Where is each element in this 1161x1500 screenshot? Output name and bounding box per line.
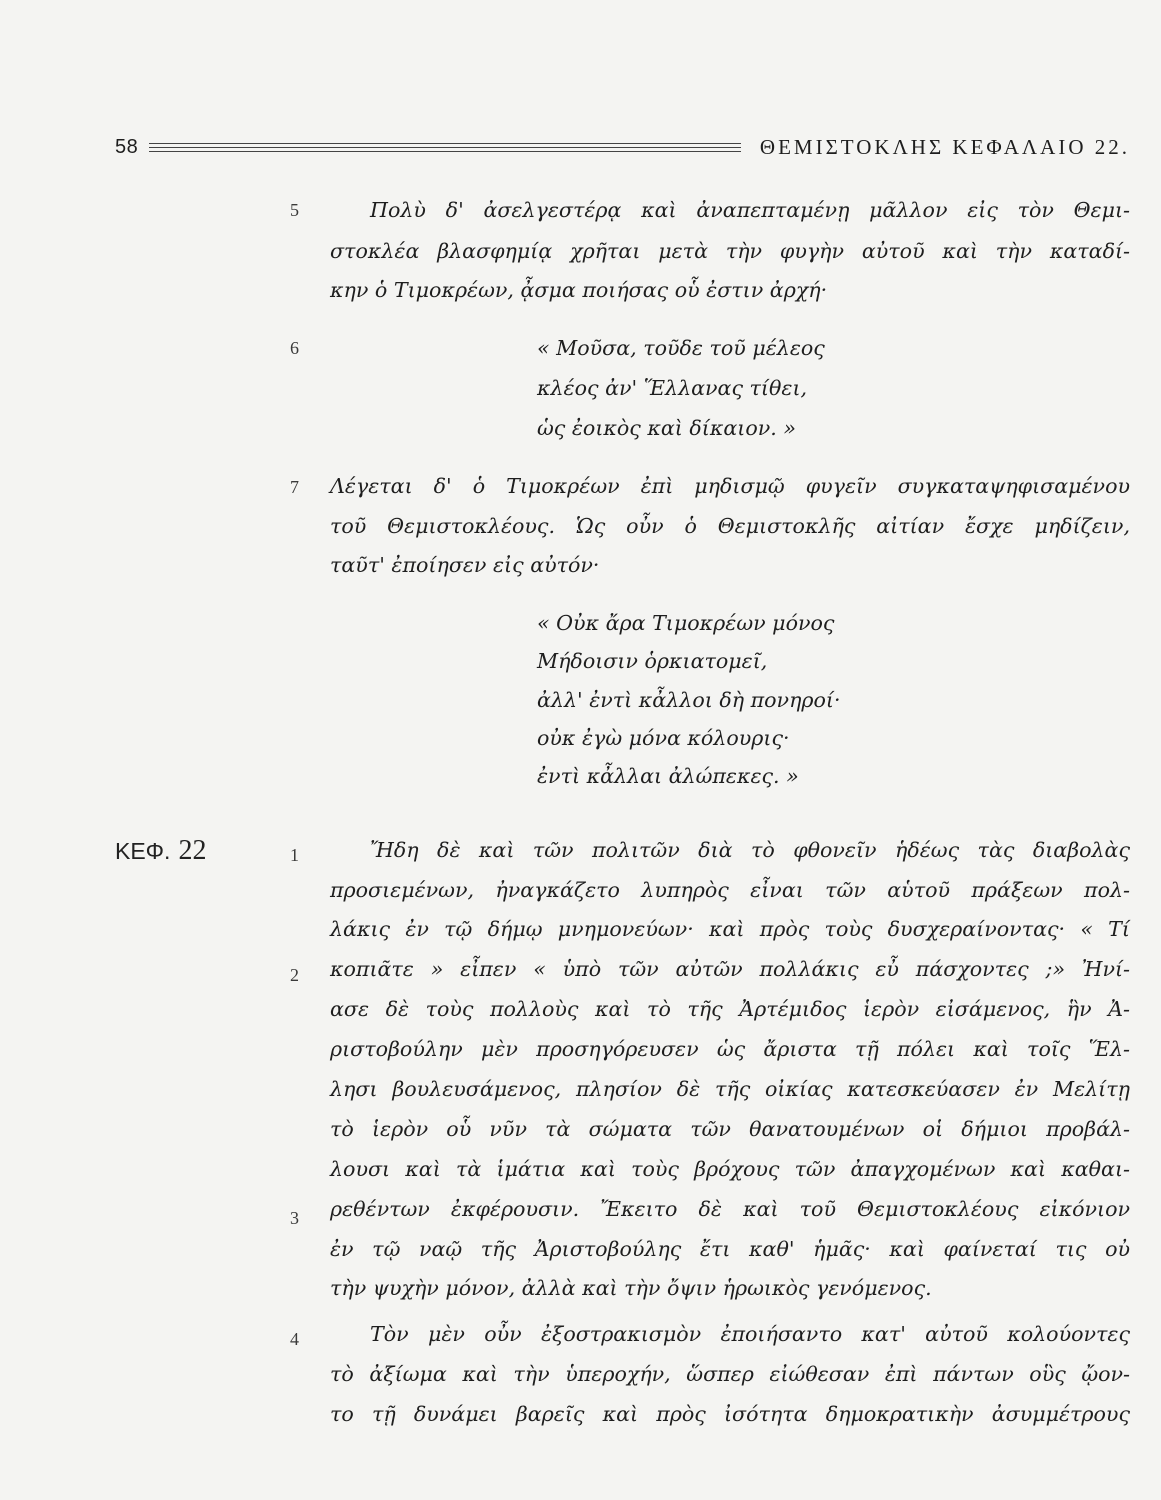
chapter-label: ΚΕΦ.: [115, 838, 171, 864]
verse-line: οὐκ ἐγὼ μόνα κόλουρις·: [537, 726, 790, 750]
section-number: 4: [290, 1329, 299, 1349]
header-rule: [149, 143, 741, 144]
text-line: ρεθέντων ἐκφέρουσιν. Ἔκειτο δὲ καὶ τοῦ Θεμιστοκλέους εἰκόνιον: [330, 1197, 1130, 1221]
text-line: ασε δὲ τοὺς πολλοὺς καὶ τὸ τῆς Ἀρτέμιδος ἱερὸν εἰσάμενος, ἣν Ἀ-: [330, 997, 1130, 1021]
verse-line: ὡς ἐοικὸς καὶ δίκαιον. »: [537, 416, 796, 440]
text-line: λησι βουλευσάμενος, πλησίον δὲ τῆς οἰκίας κατεσκεύασεν ἐν Μελίτῃ: [330, 1077, 1130, 1101]
header-rule: [149, 151, 741, 152]
chapter-marker: [115, 836, 206, 866]
text-line: τὸ ἀξίωμα καὶ τὴν ὑπεροχήν, ὥσπερ εἰώθεσαν ἐπὶ πάντων οὓς ᾤον-: [330, 1362, 1130, 1386]
verse-line: ἐντὶ κἆλλαι ἀλώπεκες. »: [537, 764, 799, 788]
text-line: Πολὺ δ' ἀσελγεστέρᾳ καὶ ἀναπεπταμένῃ μᾶλλον εἰς τὸν Θεμι-: [370, 198, 1130, 222]
text-line: το τῇ δυνάμει βαρεῖς καὶ πρὸς ἰσότητα δημοκρατικὴν ἀσυμμέτρους: [330, 1402, 1130, 1426]
running-title: ΘΕΜΙΣΤΟΚΛΗΣ ΚΕΦΑΛΑΙΟ 22.: [759, 135, 1130, 159]
text-line: Τὸν μὲν οὖν ἐξοστρακισμὸν ἐποιήσαντο κατ' αὐτοῦ κολούοντες: [370, 1322, 1130, 1346]
section-number: 1: [290, 845, 299, 865]
text-line: τὴν ψυχὴν μόνον, ἀλλὰ καὶ τὴν ὄψιν ἡρωικὸς γενόμενος.: [330, 1276, 932, 1300]
verse-line: ἀλλ' ἐντὶ κἆλλοι δὴ πονηροί·: [537, 688, 841, 712]
running-header: [115, 134, 1130, 164]
text-line: τοῦ Θεμιστοκλέους. Ὡς οὖν ὁ Θεμιστοκλῆς αἰτίαν ἔσχε μηδίζειν,: [330, 514, 1130, 538]
text-line: ταῦτ' ἐποίησεν εἰς αὐτόν·: [330, 553, 600, 577]
chapter-number: 22: [178, 835, 207, 866]
text-line: κοπιᾶτε » εἶπεν « ὑπὸ τῶν αὐτῶν πολλάκις εὖ πάσχοντες ;» Ἠνί-: [330, 957, 1130, 981]
text-line: ἐν τῷ ναῷ τῆς Ἀριστοβούλης ἔτι καθ' ἡμᾶς· καὶ φαίνεταί τις οὐ: [330, 1237, 1130, 1261]
text-line: κην ὁ Τιμοκρέων, ᾆσμα ποιήσας οὗ ἐστιν ἀρχή·: [330, 278, 828, 302]
text-line: Λέγεται δ' ὁ Τιμοκρέων ἐπὶ μηδισμῷ φυγεῖν συγκαταψηφισαμένου: [330, 474, 1130, 498]
text-line: Ἤδη δὲ καὶ τῶν πολιτῶν διὰ τὸ φθονεῖν ἡδέως τὰς διαβολὰς: [370, 838, 1130, 862]
verse-line: « Μοῦσα, τοῦδε τοῦ μέλεος: [537, 336, 825, 360]
text-line: ριστοβούλην μὲν προσηγόρευσεν ὡς ἄριστα τῇ πόλει καὶ τοῖς Ἕλ-: [330, 1037, 1130, 1061]
section-number: 5: [290, 200, 299, 220]
text-line: λάκις ἐν τῷ δήμῳ μνημονεύων· καὶ πρὸς τοὺς δυσχεραίνοντας· « Τί: [330, 917, 1130, 941]
verse-line: κλέος ἀν' Ἕλλανας τίθει,: [537, 376, 808, 400]
section-number: 2: [290, 965, 299, 985]
verse-line: « Οὐκ ἄρα Τιμοκρέων μόνος: [537, 611, 835, 635]
section-number: 3: [290, 1208, 299, 1228]
section-number: 7: [290, 477, 299, 497]
text-line: στοκλέα βλασφημίᾳ χρῆται μετὰ τὴν φυγὴν αὐτοῦ καὶ τὴν καταδί-: [330, 239, 1130, 263]
header-rule: [149, 147, 741, 148]
verse-line: Μήδοισιν ὁρκιατομεῖ,: [537, 649, 768, 673]
text-line: λουσι καὶ τὰ ἱμάτια καὶ τοὺς βρόχους τῶν ἀπαγχομένων καὶ καθαι-: [330, 1157, 1130, 1181]
page-number: 58: [115, 136, 139, 158]
section-number: 6: [290, 338, 299, 358]
text-line: προσιεμένων, ἠναγκάζετο λυπηρὸς εἶναι τῶν αὑτοῦ πράξεων πολ-: [330, 878, 1130, 902]
text-line: τὸ ἱερὸν οὗ νῦν τὰ σώματα τῶν θανατουμένων οἱ δήμιοι προβάλ-: [330, 1117, 1130, 1141]
